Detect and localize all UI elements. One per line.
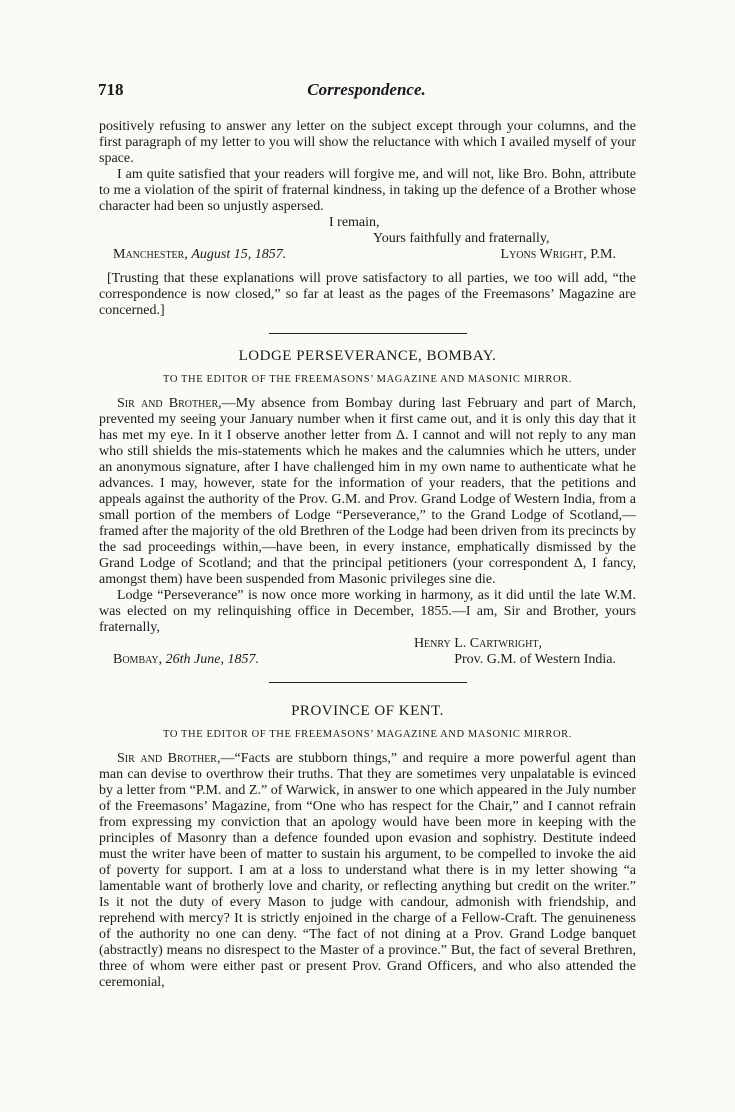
- letter2-title-line: Prov. G.M. of Western India.: [454, 652, 616, 667]
- letter1-closing: I remain,: [329, 215, 380, 230]
- letter3-para1-text: —“Facts are stubborn things,” and require a more powerful agent than man can devise to overthrow their truths. That they are sometimes very unpalatable is evinced by a letter from “P.M. and Z.” of Warwick, in answer to one which appeared in the July number of the Freemasons’ Magazine, from “One who has respect for the Chair,” and I cannot refrain from expressing my conviction that an apology would have been more in keeping with the principles of Masonry than a defence founded upon evasion and sophistry. Destitute indeed must the writer have been of matter to sustain his argument, to be compelled to invoke the aid of poverty for support. I am at a loss to understand what there is in my letter showing “a lamentable want of brotherly love and charity, or reflecting anything but credit on the writer.” Is it not the duty of every Mason to judge with candour, admonish with friendship, and reprehend with mercy? It is strictly enjoined in the charge of a Fellow-Craft. The genuineness of the authority no one can deny. “The fact of not dining at a Prov. Grand Lodge banquet (abstractly) means no disrespect to the Master of a province.” But, the fact of several Brethren, three of whom were either past or present Prov. Grand Officers, and who also attended the ceremonial,: [99, 751, 636, 990]
- page-header: [98, 80, 635, 104]
- section-title-province-of-kent: PROVINCE OF KENT.: [291, 703, 444, 719]
- section-title-lodge-perseverance: LODGE PERSEVERANCE, BOMBAY.: [238, 348, 497, 364]
- letter2-signature: Henry L. Cartwright,: [413, 636, 542, 651]
- running-title: Correspondence.: [307, 80, 426, 99]
- letter1-place: Manchester,: [113, 247, 188, 262]
- page-number: 718: [98, 80, 124, 99]
- letter1-signature: Lyons Wright, P.M.: [500, 247, 616, 262]
- letter1-place-date: [113, 247, 286, 263]
- letter2-signature-row: [99, 652, 636, 668]
- letter2-addressee: TO THE EDITOR OF THE FREEMASONS’ MAGAZINE AND MASONIC MIRROR.: [163, 374, 572, 385]
- editor-note: [Trusting that these explanations will prove satisfactory to all parties, we too will add, “the correspondence is now closed,” so far at least as the pages of the Freemasons’ Magazine are concerned.]: [99, 271, 636, 318]
- letter1-date: August 15, 1857.: [191, 247, 287, 262]
- letter3-para1: [99, 751, 636, 991]
- letter3-salutation: Sir and Brother,: [117, 751, 221, 766]
- letter1-para1: positively refusing to answer any letter on the subject except through your columns, and the first paragraph of my letter to you will show the reluctance with which I availed myself of your space.: [99, 119, 636, 166]
- letter2-para1-text: —My absence from Bombay during last February and part of March, prevented my seeing your January number when it first came out, and it is only this day that it has met my eye. In it I observe another letter from Δ. I cannot and will not reply to any man who still shields the mis-statements which he makes and the calumnies which he utters, under an anonymous signature, after I have challenged him in my own name to authenticate what he advances. I may, however, state for the information of your readers, that the petitions and appeals against the authority of the Prov. G.M. and Prov. Grand Lodge of Western India, from a small portion of the members of Lodge “Perseverance,” to the Grand Lodge of Scotland,—framed after the majority of the old Brethren of the Lodge had been driven from its precincts by the sad proceedings within,—have been, in every instance, emphatically dismissed by the Grand Lodge of Scotland; and that the principal petitioners (your correspondent Δ, I fancy, amongst them) have been suspended from Masonic privileges sine die.: [99, 396, 636, 587]
- letter2-date: 26th June, 1857.: [165, 652, 259, 667]
- letter1-signature-row: [99, 247, 636, 263]
- letter1-closing-faithfully: Yours faithfully and fraternally,: [373, 231, 550, 246]
- letter2-para2: Lodge “Perseverance” is now once more working in harmony, as it did until the late W.M. was elected on my relinquishing office in December, 1855.—I am, Sir and Brother, yours fraternally,: [99, 588, 636, 635]
- letter2-salutation: Sir and Brother,: [117, 396, 222, 411]
- letter3-addressee: TO THE EDITOR OF THE FREEMASONS’ MAGAZINE AND MASONIC MIRROR.: [163, 729, 572, 740]
- letter2-para1: [99, 396, 636, 588]
- letter2-place: Bombay,: [113, 652, 163, 667]
- letter1-para2: I am quite satisfied that your readers will forgive me, and will not, like Bro. Bohn, attribute to me a violation of the spirit of fraternal kindness, in taking up the defence of a Brother whose character had been so unjustly aspersed.: [99, 167, 636, 214]
- page-body: [99, 119, 636, 991]
- letter2-place-date: [113, 652, 259, 668]
